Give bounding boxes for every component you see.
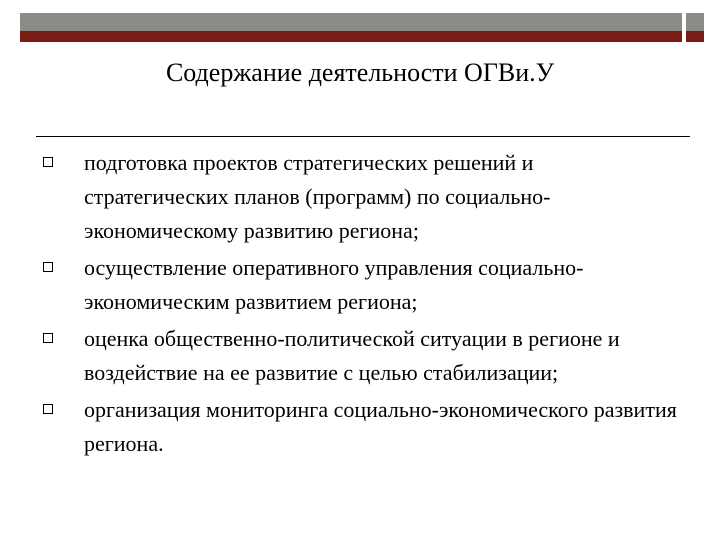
list-item	[40, 146, 680, 248]
corner-square-gray	[686, 13, 704, 31]
square-bullet-icon	[43, 157, 53, 167]
corner-square-red	[686, 31, 704, 42]
list-item	[40, 322, 680, 390]
title-divider	[36, 136, 690, 137]
bullet-list	[40, 146, 680, 461]
list-item	[40, 393, 680, 461]
list-item-text: подготовка проектов стратегических решений и стратегических планов (программ) по социально-экономическому развитию региона;	[84, 150, 551, 243]
list-item-text: осуществление оперативного управления социально-экономическим развитием региона;	[84, 255, 584, 314]
list-item-text: организация мониторинга социально-экономического развития региона.	[84, 397, 677, 456]
header-bar-red	[20, 31, 682, 42]
square-bullet-icon	[43, 262, 53, 272]
square-bullet-icon	[43, 333, 53, 343]
slide-title: Содержание деятельности ОГВи.У	[165, 58, 555, 87]
list-item-text: оценка общественно-политической ситуации в регионе и воздействие на ее развитие с целью стабилизации;	[84, 326, 620, 385]
list-item	[40, 251, 680, 319]
square-bullet-icon	[43, 404, 53, 414]
header-bar-gray	[20, 13, 682, 31]
